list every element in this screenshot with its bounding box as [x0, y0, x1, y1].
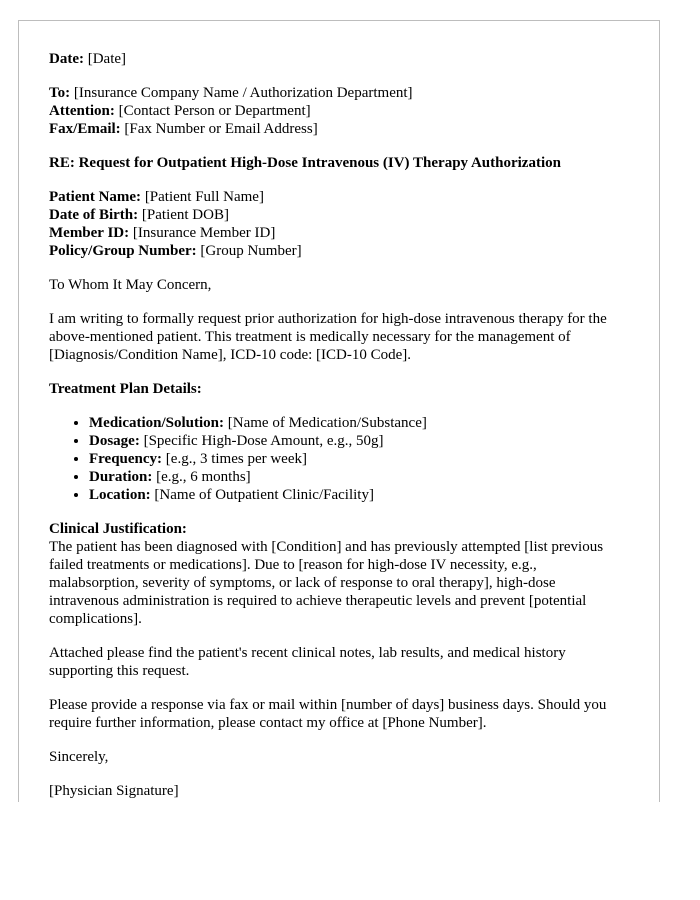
treatment-item-duration: [89, 468, 629, 486]
to-value: [Insurance Company Name / Authorization Department]: [73, 85, 413, 101]
intro-paragraph: I am writing to formally request prior authorization for high-dose intravenous therapy for the above-mentioned patient. This treatment is medically necessary for the management of [Diagnosis/Condition Name], ICD-10 code: [ICD-10 Code].: [49, 311, 607, 363]
justification-text: The patient has been diagnosed with [Condition] and has previously attempted [list previous failed treatments or medications]. Due to [reason for high-dose IV necessity, e.g., malabsorption, severity of symptoms, or lack of response to oral therapy], high-dose intravenous administration is required to achieve therapeutic levels and prevent [potential complications].: [49, 539, 604, 627]
treatment-heading: [49, 380, 629, 398]
attention-label: Attention:: [49, 103, 115, 119]
date-line: [49, 50, 629, 68]
member-id-label: Member ID:: [49, 225, 130, 241]
policy-value: [Group Number]: [200, 243, 302, 259]
treatment-item-medication: [89, 414, 629, 432]
date-value: [Date]: [87, 51, 127, 67]
treatment-item-label: Duration:: [89, 469, 153, 485]
fax-value: [Fax Number or Email Address]: [124, 121, 318, 137]
member-id-value: [Insurance Member ID]: [132, 225, 276, 241]
treatment-item-label: Dosage:: [89, 433, 140, 449]
treatment-item-value: [Name of Outpatient Clinic/Facility]: [154, 487, 374, 503]
patient-name-label: Patient Name:: [49, 189, 142, 205]
salutation: To Whom It May Concern,: [49, 277, 212, 293]
treatment-item-label: Frequency:: [89, 451, 163, 467]
response-request-paragraph: Please provide a response via fax or mail within [number of days] business days. Should you require further information, please contact my office at [Phone Number].: [49, 697, 607, 731]
treatment-item-value: [Name of Medication/Substance]: [227, 415, 427, 431]
member-id-line: [49, 224, 629, 242]
to-line: [49, 84, 629, 102]
attention-line: [49, 102, 629, 120]
treatment-item-value: [e.g., 3 times per week]: [165, 451, 307, 467]
fax-label: Fax/Email:: [49, 121, 121, 137]
date-label: Date:: [49, 51, 84, 67]
attachments-paragraph: Attached please find the patient's recent clinical notes, lab results, and medical history supporting this request.: [49, 645, 566, 679]
recipient-block: [49, 84, 629, 138]
treatment-item-value: [Specific High-Dose Amount, e.g., 50g]: [143, 433, 384, 449]
fax-line: [49, 120, 629, 138]
physician-signature: [Physician Signature]: [49, 783, 179, 799]
justification-block: [49, 520, 629, 628]
treatment-item-label: Medication/Solution:: [89, 415, 225, 431]
dob-line: [49, 206, 629, 224]
attention-value: [Contact Person or Department]: [118, 103, 311, 119]
treatment-item-location: [89, 486, 629, 504]
subject-line: [49, 154, 629, 172]
policy-label: Policy/Group Number:: [49, 243, 197, 259]
to-label: To:: [49, 85, 71, 101]
policy-line: [49, 242, 629, 260]
dob-label: Date of Birth:: [49, 207, 139, 223]
treatment-item-dosage: [89, 432, 629, 450]
justification-heading: [49, 520, 629, 538]
treatment-heading-text: Treatment Plan Details:: [49, 381, 202, 397]
treatment-item-value: [e.g., 6 months]: [156, 469, 251, 485]
subject-text: RE: Request for Outpatient High-Dose Intravenous (IV) Therapy Authorization: [49, 155, 561, 171]
patient-name-line: [49, 188, 629, 206]
closing: Sincerely,: [49, 749, 109, 765]
dob-value: [Patient DOB]: [141, 207, 229, 223]
treatment-list: [49, 414, 629, 504]
treatment-item-frequency: [89, 450, 629, 468]
justification-heading-text: Clinical Justification:: [49, 521, 187, 537]
patient-block: [49, 188, 629, 260]
treatment-item-label: Location:: [89, 487, 151, 503]
letter-page: [18, 20, 660, 802]
patient-name-value: [Patient Full Name]: [144, 189, 264, 205]
